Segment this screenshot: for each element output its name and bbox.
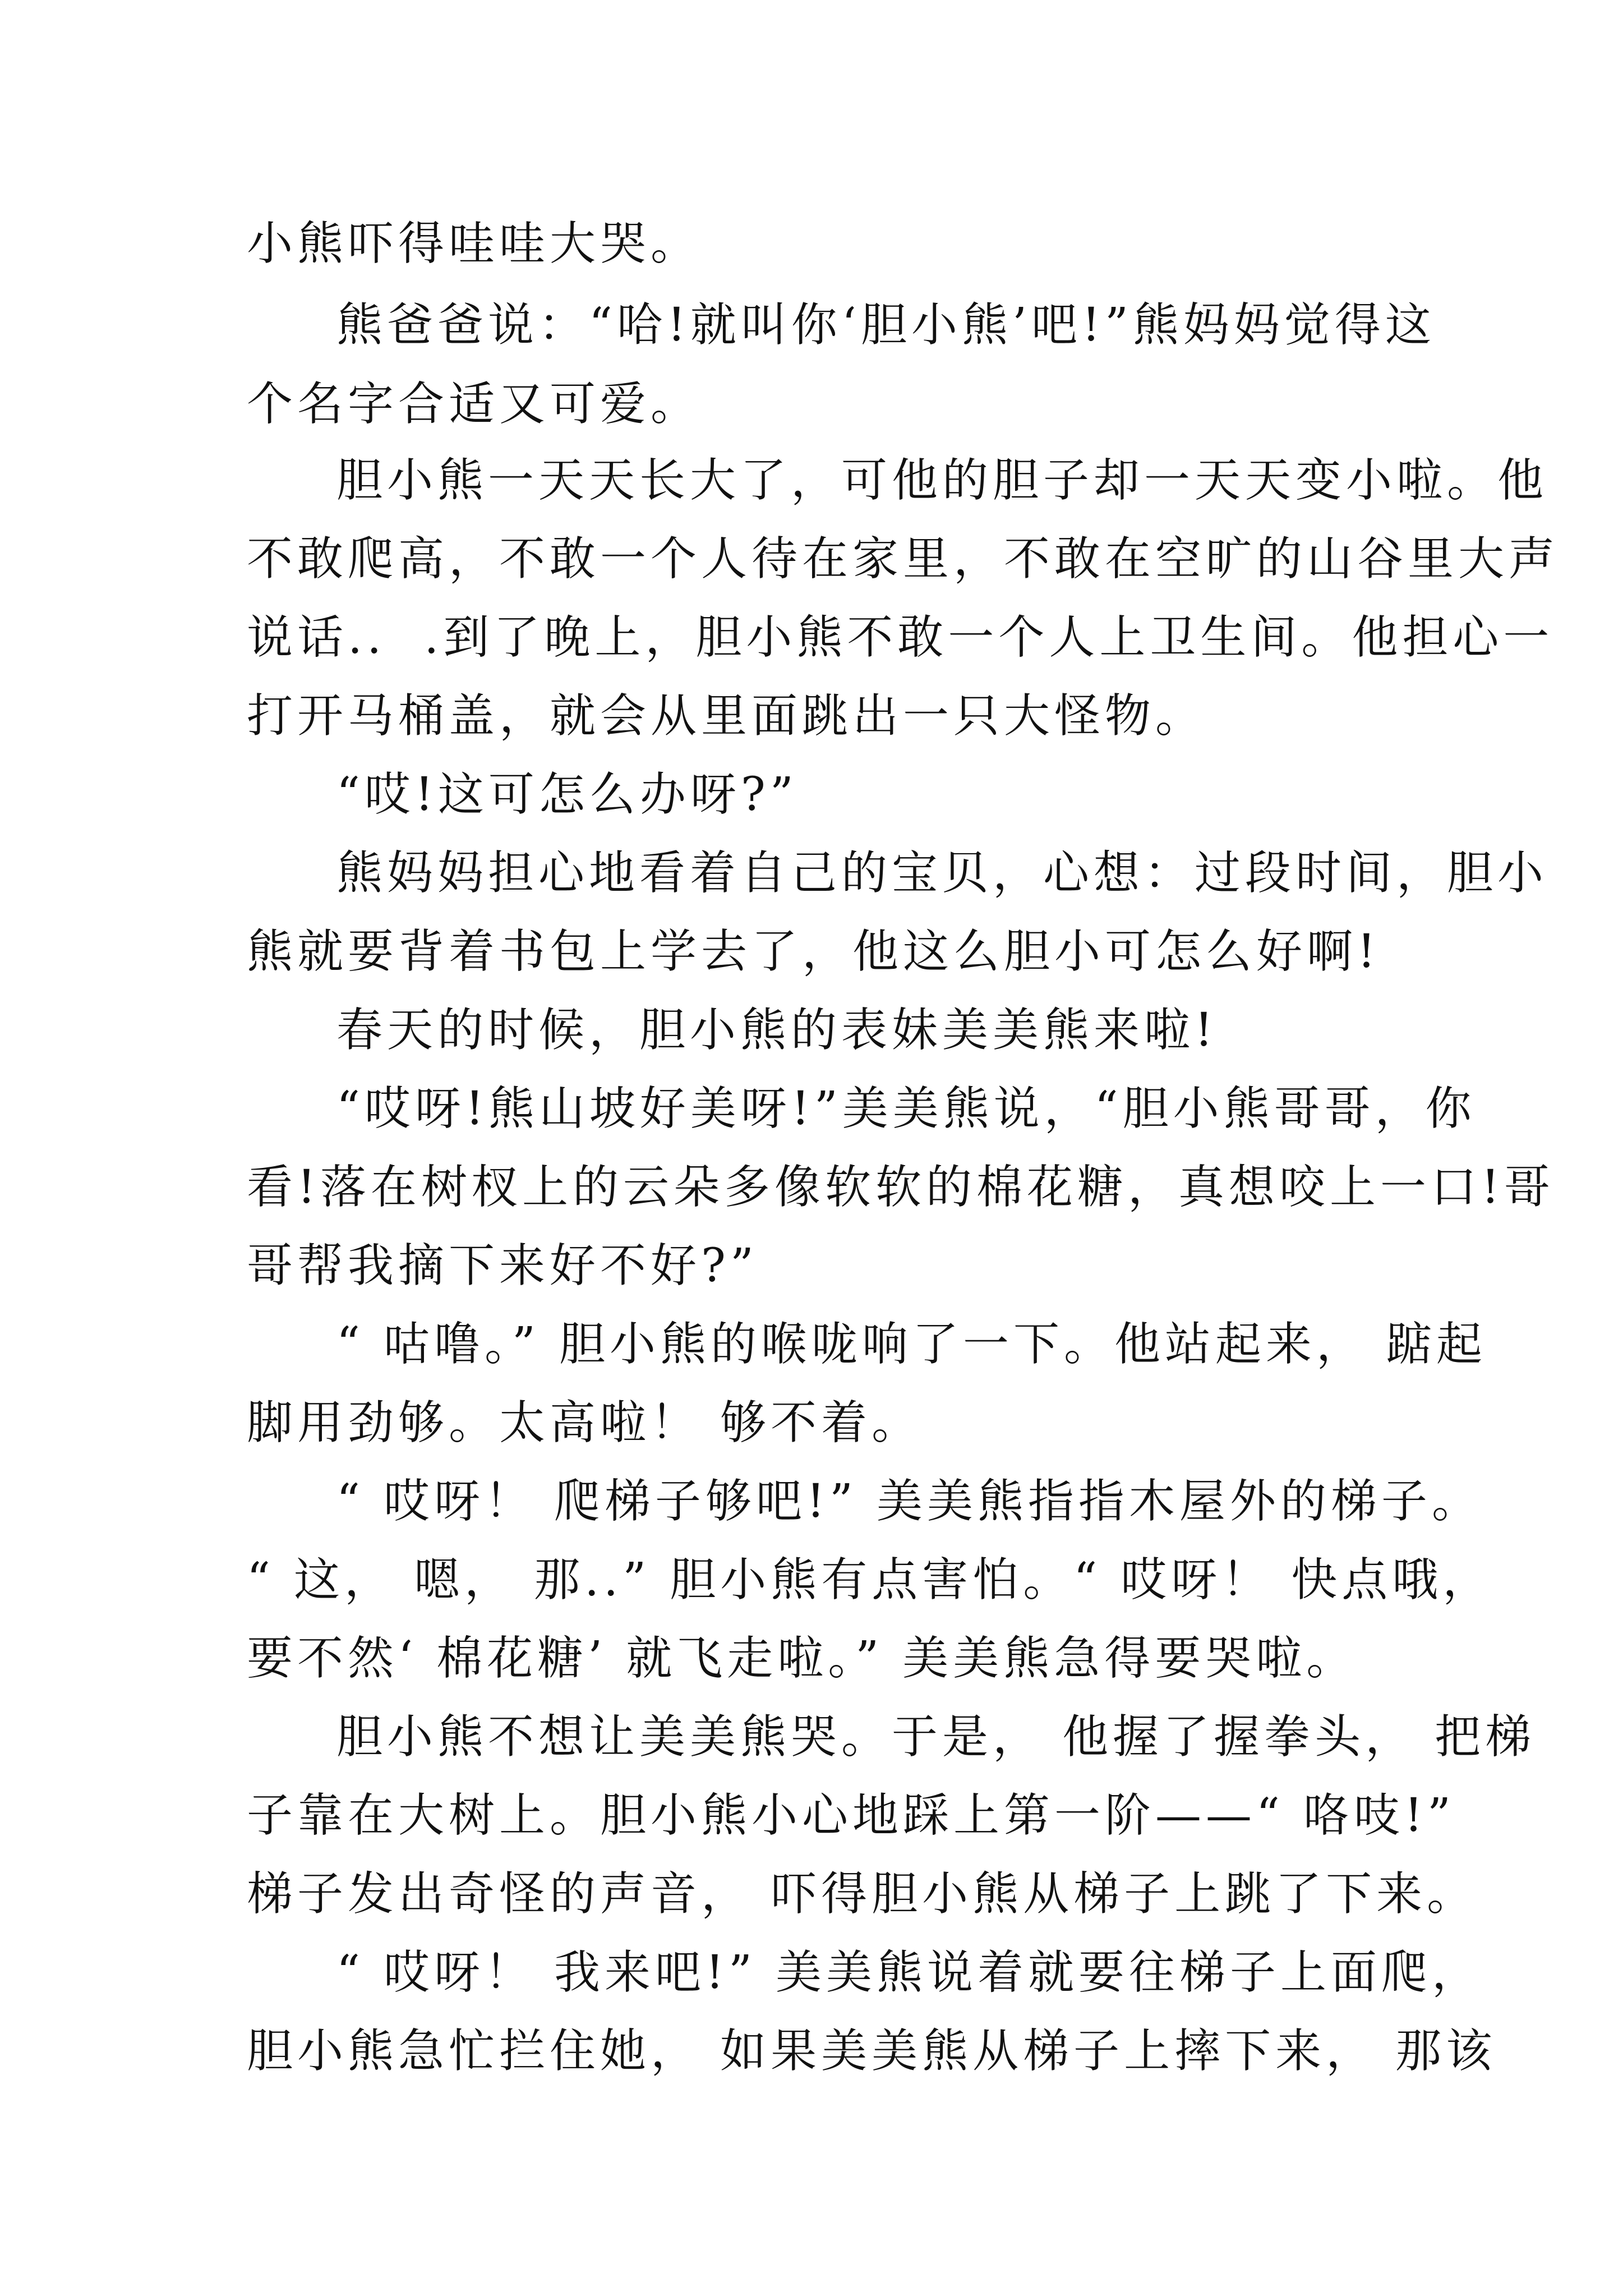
text-line: 说话.. .到了晚上，胆小熊不敢一个人上卫生间。他担心一 xyxy=(247,611,1554,664)
text-line: 哥帮我摘下来好不好?” xyxy=(247,1239,758,1292)
text-line: “ 哎呀！ 爬梯子够吧!” 美美熊指指木屋外的梯子。 xyxy=(336,1475,1482,1528)
text-line: “ 哎呀！ 我来吧!” 美美熊说着就要往梯子上面爬， xyxy=(336,1946,1482,1999)
text-line: 胆小熊一天天长大了，可他的胆子却一天天变小啦。他 xyxy=(336,454,1548,507)
text-line: 脚用劲够。太高啦！ 够不着。 xyxy=(247,1396,923,1450)
text-line: 不敢爬高，不敢一个人待在家里，不敢在空旷的山谷里大声 xyxy=(247,532,1560,586)
text-line: 个名字合适又可爱。 xyxy=(247,378,702,431)
text-line: 熊就要背着书包上学去了，他这么胆小可怎么好啊! xyxy=(247,925,1380,978)
text-line: 梯子发出奇怪的声音， 吓得胆小熊从梯子上跳了下来。 xyxy=(247,1867,1478,1921)
text-line: 子靠在大树上。胆小熊小心地踩上第一阶——“ 咯吱!” xyxy=(247,1789,1455,1842)
text-line: 胆小熊急忙拦住她， 如果美美熊从梯子上摔下来， 那该 xyxy=(247,2024,1497,2078)
text-line: 小熊吓得哇哇大哭。 xyxy=(247,217,702,270)
text-line: “ 这， 嗯， 那..” 胆小熊有点害怕。“ 哎呀！ 快点哦， xyxy=(247,1553,1493,1607)
text-line: 熊爸爸说：“哈!就叫你‘胆小熊’吧!”熊妈妈觉得这 xyxy=(336,298,1436,352)
text-line: 春天的时候，胆小熊的表妹美美熊来啦! xyxy=(336,1004,1218,1057)
text-line: 打开马桶盖，就会从里面跳出一只大怪物。 xyxy=(247,689,1206,743)
text-line: “哎呀!熊山坡好美呀!”美美熊说，“胆小熊哥哥，你 xyxy=(336,1082,1476,1135)
text-line: 熊妈妈担心地看着自己的宝贝，心想：过段时间，胆小 xyxy=(336,846,1548,900)
text-line: 要不然‘ 棉花糖’ 就飞走啦。” 美美熊急得要哭啦。 xyxy=(247,1632,1357,1685)
text-line: 胆小熊不想让美美熊哭。于是， 他握了握拳头， 把梯 xyxy=(336,1710,1536,1764)
text-line: “哎!这可怎么办呀?” xyxy=(336,768,798,821)
text-line: “ 咕噜。” 胆小熊的喉咙响了一下。他站起来， 踮起 xyxy=(336,1318,1487,1371)
text-line: 看!落在树杈上的云朵多像软软的棉花糖，真想咬上一口!哥 xyxy=(247,1161,1555,1214)
